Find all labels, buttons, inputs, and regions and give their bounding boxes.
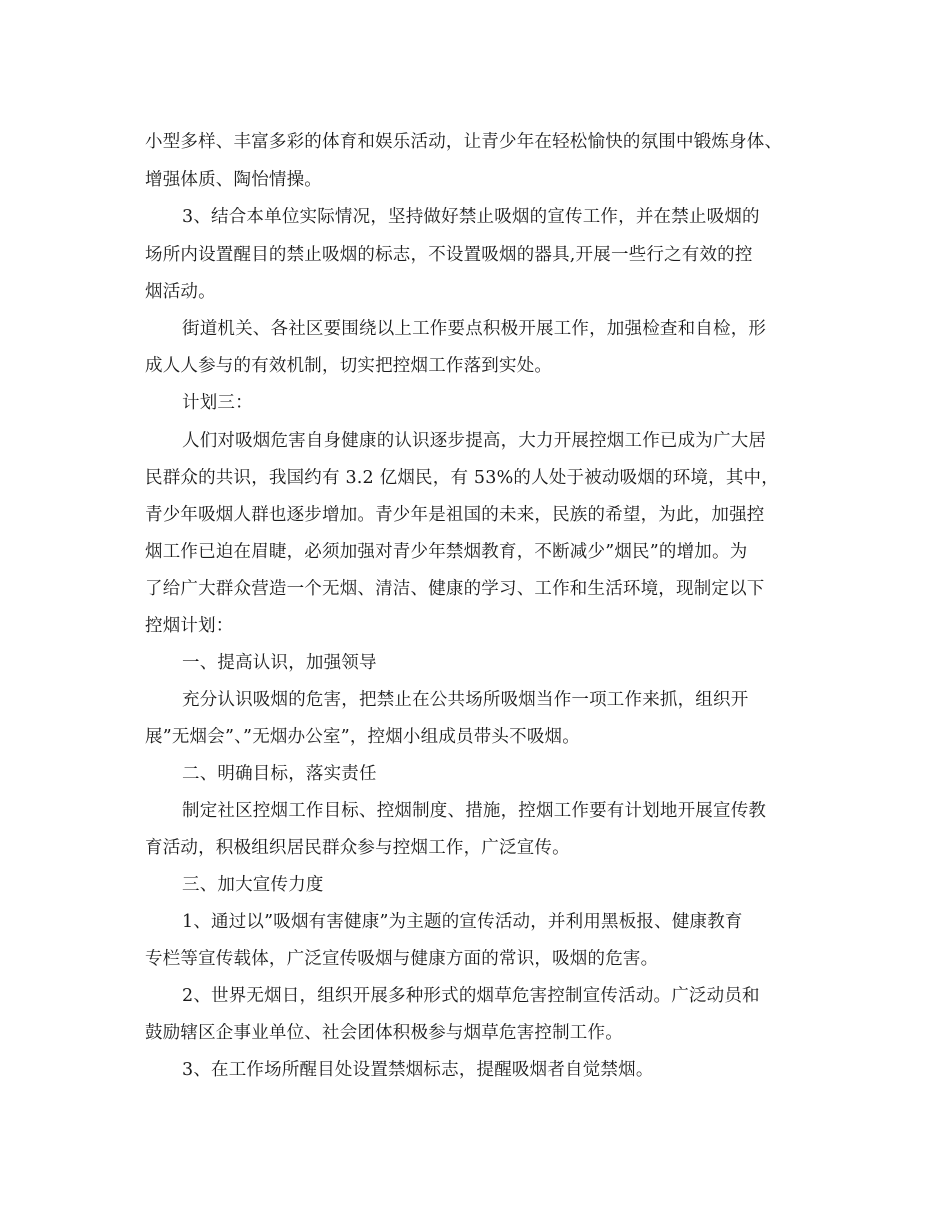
section-heading: 一、提高认识，加强领导 [182,653,377,673]
text-line: 制定社区控烟工作目标、控烟制度、措施，控烟工作要有计划地开展宣传教 [182,801,767,821]
text-line: 充分认识吸烟的危害，把禁止在公共场所吸烟当作一项工作来抓，组织开 [182,690,749,710]
text-line: 1、通过以”吸烟有害健康”为主题的宣传活动，并利用黑板报、健康教育 [182,912,743,932]
section-heading: 三、加大宣传力度 [182,875,324,895]
text-line: 场所内设置醒目的禁止吸烟的标志，不设置吸烟的器具,开展一些行之有效的控 [145,245,753,265]
text-line: 2、世界无烟日，组织开展多种形式的烟草危害控制宣传活动。广泛动员和 [182,986,760,1006]
text-line: 小型多样、丰富多彩的体育和娱乐活动，让青少年在轻松愉快的氛围中锻炼身体、 [145,132,783,152]
text-line: 3、结合本单位实际情况，坚持做好禁止吸烟的宣传工作，并在禁止吸烟的 [182,207,760,227]
text-line: 了给广大群众营造一个无烟、清洁、健康的学习、工作和生活环境，现制定以下 [145,579,765,599]
text-line: 鼓励辖区企事业单位、社会团体积极参与烟草危害控制工作。 [145,1023,623,1043]
text-line: 民群众的共识，我国约有 3.2 亿烟民，有 53%的人处于被动吸烟的环境，其中， [145,468,779,488]
text-line: 展”无烟会”、”无烟办公室”，控烟小组成员带头不吸烟。 [145,727,580,747]
text-line: 青少年吸烟人群也逐步增加。青少年是祖国的未来，民族的希望，为此，加强控 [145,505,765,525]
text-line: 专栏等宣传载体，广泛宣传吸烟与健康方面的常识，吸烟的危害。 [145,949,659,969]
section-heading: 二、明确目标，落实责任 [182,764,377,784]
text-line: 街道机关、各社区要围绕以上工作要点积极开展工作，加强检查和自检，形 [182,319,767,339]
section-heading: 计划三： [182,393,253,413]
text-line: 控烟计划： [145,616,234,636]
text-line: 3、在工作场所醒目处设置禁烟标志，提醒吸烟者自觉禁烟。 [182,1060,654,1080]
text-line: 增强体质、陶怡情操。 [145,170,322,190]
text-line: 人们对吸烟危害自身健康的认识逐步提高，大力开展控烟工作已成为广大居 [182,431,767,451]
text-line: 烟工作已迫在眉睫，必须加强对青少年禁烟教育，不断减少”烟民”的增加。为 [145,542,748,562]
text-line: 烟活动。 [145,282,216,302]
text-line: 成人人参与的有效机制，切实把控烟工作落到实处。 [145,356,553,376]
text-line: 育活动，积极组织居民群众参与控烟工作，广泛宣传。 [145,838,570,858]
